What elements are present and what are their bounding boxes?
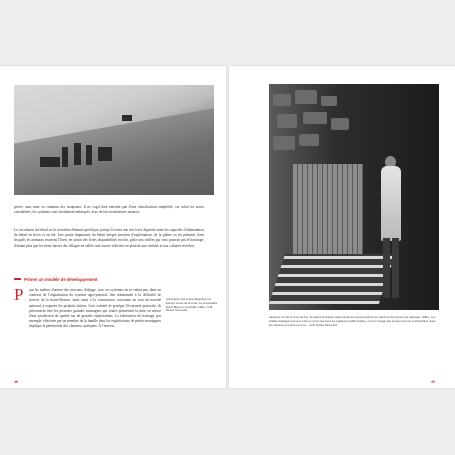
photo-man-legs (383, 238, 399, 298)
section-title: Prôner un modèle de développement (24, 277, 98, 282)
body-paragraph-2: La circulation du bétail est le troisième élément spécifique, puisqu'il existe une très forte disparité entre les capacités d'alimentation du bétail en hiver et en été. Une partie importante du bétail intègre provient d'exploitations de la plaine ou du piémont, dans lesquels les animaux resteront l'hiver, en raison des fortes disponibilités en foin, grâce aux vallées qui ceux pourrait pas le bourrage, d'autant plus que les terres basses des villages en vallée sont encore affectées en priorité aux céréales et aux cultures vivrières. (14, 228, 204, 248)
photo-caption: «Essai le Col de la Croix de Fer, du pâturé Fracastel: placements de bouses séchant au soleil sur des bornes de pâturage, 1936». Les étables d'alpage sont pour l'été en communs avec les pratiques traditionnelles, comme l'usage des bouses comme combustibles, dans les cabanes en pierres sur les... Coll. Musée Savoyard. (269, 315, 436, 327)
photo-figure (74, 143, 81, 165)
photo-wooden-wall (293, 164, 363, 254)
photo-figure (62, 147, 68, 167)
drop-cap: P (14, 285, 24, 304)
photo-stone (295, 90, 317, 104)
photo-hillside (14, 103, 214, 195)
farmhouse-photo (269, 84, 439, 310)
photo-drying-rack (269, 254, 395, 304)
photo-stone (331, 118, 349, 130)
photo-stone (299, 134, 319, 146)
photo-animal (122, 115, 132, 121)
page-number-right: 49 (431, 380, 435, 384)
photo-stone (303, 112, 327, 124)
photo-caption: «Montagne des Aropa (Beaufort) sur Ecrivez venus de la Croix. La propriétaire Emile Blanc et sa famille, 1920.» Coll. Musée Savoyard. (166, 297, 218, 313)
photo-figure-group (98, 147, 112, 161)
body-paragraph-1: privés, sans mise en commun des troupeaux. Il ne s'agit bien entendu que d'une classification simplifiée, car selon les zones considérées, les systèmes sont étroitement imbriqués, avec de très nombreuses nuances. (14, 205, 204, 215)
photo-stone (273, 136, 295, 150)
photo-man-body (381, 166, 401, 241)
photo-figure (86, 145, 92, 165)
left-page (0, 66, 226, 388)
right-page (229, 66, 455, 388)
photo-mule (40, 157, 60, 167)
alpine-photo (14, 85, 214, 195)
section-marker (14, 278, 21, 280)
page-number-left: 48 (14, 380, 18, 384)
photo-stone (277, 114, 297, 128)
photo-stone (321, 96, 337, 106)
body-paragraph-3: our les maîtres d'œuvre des concours d'alpage, tous ces systèmes ne se valent pas, dans un contexte de l'organisation du système agro-pastoral, lien notamment à la difficulté de trouver de la main-d'œuvre, mais aussi à la concurrence croissante au sein du marché national, à exporter les produits laitiers. Leur volonté de protéger l'économie pastorale, ils préconisent tirer les premiers grandes montagnes qui seules permettent la mise en œuvre d'une production de qualité sur de grandes exploitations. La fabrication du fromage, par exemple, effectuée par un membre de la famille dans les exploitations de petites montagnes implique la pénétration des «bonnes» pratiques. À l'inverse, (29, 288, 161, 329)
photo-stone (273, 94, 291, 106)
